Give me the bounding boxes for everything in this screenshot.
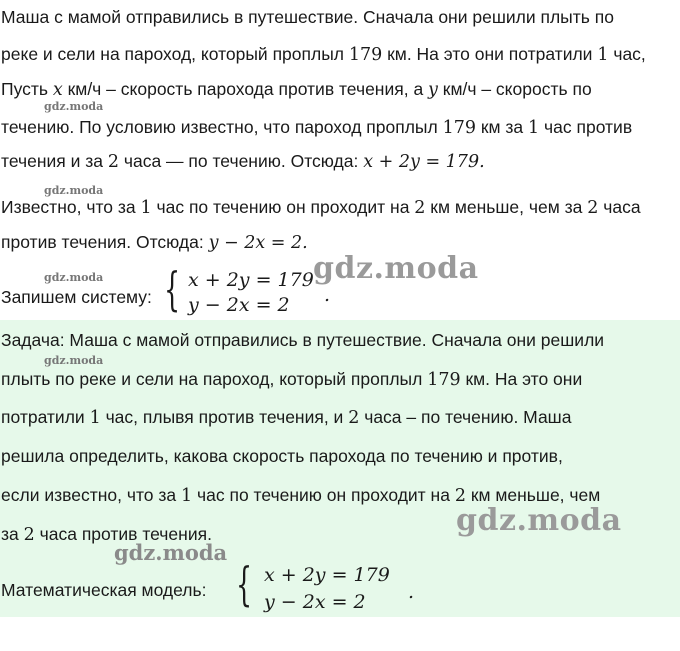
watermark: gdz.moda bbox=[44, 354, 104, 367]
intro-line-5: течения и за 2 часа — по течению. Отсюда: x + 2y = 179. bbox=[1, 151, 485, 172]
watermark: gdz.moda bbox=[44, 271, 104, 284]
task-line-1: Задача: Маша с мамой отправились в путешествие. Сначала они решили bbox=[1, 330, 605, 350]
system1-end: . bbox=[324, 284, 331, 306]
intro-line-7: против течения. Отсюда: y − 2x = 2. bbox=[1, 232, 308, 253]
system1-eq1: x + 2y = 179 bbox=[188, 269, 314, 291]
intro-line-2: реке и сели на пароход, который проплыл 179 км. На это они потратили 1 час, bbox=[1, 44, 646, 65]
intro-line-3: Пусть x км/ч – скорость парохода против течения, а y км/ч – скорость по bbox=[1, 79, 592, 100]
brace-icon: { bbox=[164, 262, 181, 316]
intro-line-4: течению. По условию известно, что пароход проплыл 179 км за 1 час против bbox=[1, 117, 633, 138]
task-line-6: за 2 часа против течения. bbox=[1, 524, 212, 545]
task-line-5: если известно, что за 1 час по течению он проходит на 2 км меньше, чем bbox=[1, 485, 601, 506]
intro-line-8: Запишем систему: bbox=[1, 287, 152, 307]
watermark: gdz.moda bbox=[44, 100, 104, 113]
watermark: gdz.moda bbox=[44, 184, 104, 197]
task-line-3: потратили 1 час, плывя против течения, и 2 часа – по течению. Маша bbox=[1, 407, 572, 428]
task-line-4: решила определить, какова скорость парохода по течению и против, bbox=[1, 446, 563, 466]
system2-eq1: x + 2y = 179 bbox=[264, 564, 390, 586]
system2-end: . bbox=[408, 581, 415, 603]
system1-eq2: y − 2x = 2 bbox=[188, 294, 290, 316]
intro-line-1: Маша с мамой отправились в путешествие. Сначала они решили плыть по bbox=[1, 7, 614, 27]
watermark: gdz.moda bbox=[114, 540, 228, 565]
system2-eq2: y − 2x = 2 bbox=[264, 591, 366, 613]
task-line-2: плыть по реке и сели на пароход, который проплыл 179 км. На это они bbox=[1, 369, 583, 390]
watermark: gdz.moda bbox=[456, 503, 622, 538]
intro-line-6: Известно, что за 1 час по течению он проходит на 2 км меньше, чем за 2 часа bbox=[1, 197, 641, 218]
watermark: gdz.moda bbox=[313, 251, 479, 286]
task-model-label: Математическая модель: bbox=[1, 580, 207, 600]
brace-icon: { bbox=[236, 557, 253, 611]
